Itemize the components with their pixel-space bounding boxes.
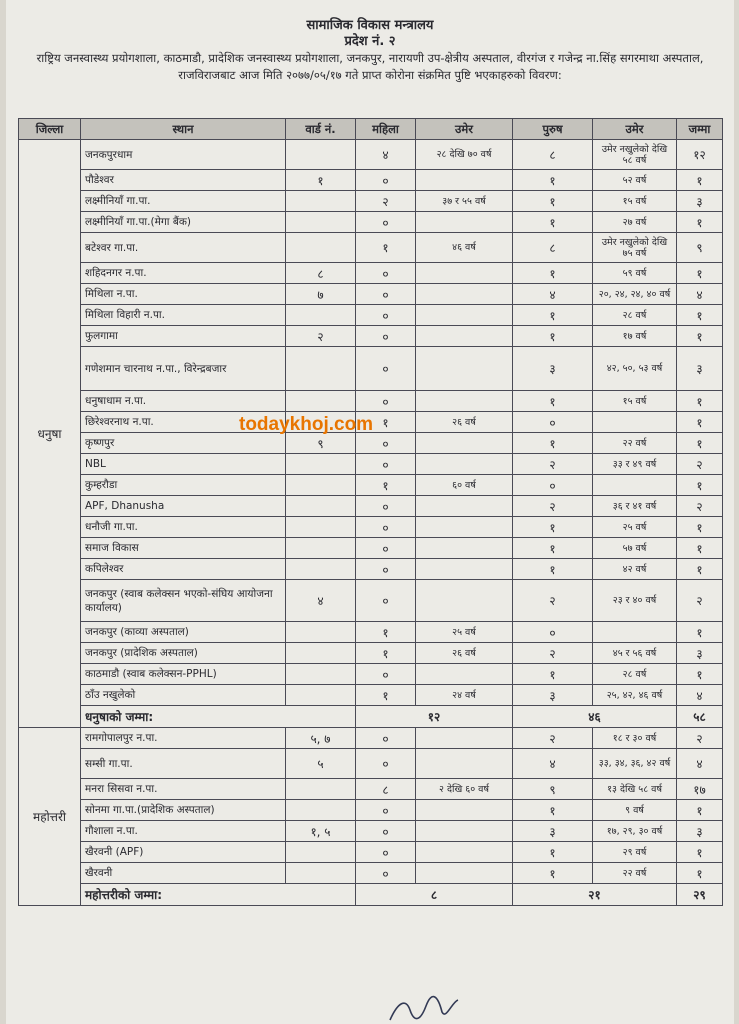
male-count-cell: २ [513, 454, 593, 475]
female-age-cell [416, 800, 513, 821]
female-count-cell: ८ [356, 779, 416, 800]
male-count-cell: १ [513, 170, 593, 191]
place-cell: शहिदनगर न.पा. [81, 263, 286, 284]
female-count-cell: १ [356, 643, 416, 664]
male-age-cell: २९ वर्ष [593, 842, 677, 863]
female-count-cell: ० [356, 347, 416, 391]
watermark-text: todaykhoj.com [239, 414, 374, 435]
male-age-cell: ५२ वर्ष [593, 170, 677, 191]
female-count-cell: ० [356, 212, 416, 233]
place-cell: कपिलेश्वर [81, 559, 286, 580]
ministry-title: सामाजिक विकास मन्त्रालय [306, 18, 434, 33]
male-age-cell [593, 622, 677, 643]
place-cell: लक्ष्मीनियाँ गा.पा.(मेगा बैंक) [81, 212, 286, 233]
total-cell: १ [677, 475, 723, 496]
total-cell: १ [677, 538, 723, 559]
total-cell: १ [677, 433, 723, 454]
place-cell: पौडेश्वर [81, 170, 286, 191]
col-district: जिल्ला [19, 119, 81, 140]
total-cell: ४ [677, 685, 723, 706]
total-cell: ४ [677, 749, 723, 779]
ward-cell: ७ [286, 284, 356, 305]
table-row [19, 685, 723, 706]
table-row [19, 284, 723, 305]
male-age-cell: २३ र ४० वर्ष [593, 580, 677, 622]
place-cell: खैरवनी [81, 863, 286, 884]
place-cell: मिथिला विहारी न.पा. [81, 305, 286, 326]
col-total: जम्मा [677, 119, 723, 140]
total-cell: ३ [677, 191, 723, 212]
table-row [19, 749, 723, 779]
table-row [19, 305, 723, 326]
table-row [19, 842, 723, 863]
total-cell: ३ [677, 643, 723, 664]
male-count-cell: १ [513, 191, 593, 212]
female-count-cell: ० [356, 263, 416, 284]
total-cell: १ [677, 559, 723, 580]
male-count-cell: ० [513, 622, 593, 643]
place-cell: गणेशमान चारनाथ न.पा., विरेन्द्रबजार [81, 347, 286, 391]
total-male-cell: ४६ [513, 706, 677, 728]
table-row [19, 863, 723, 884]
female-age-cell [416, 863, 513, 884]
place-cell: गौशाला न.पा. [81, 821, 286, 842]
ward-cell: १, ५ [286, 821, 356, 842]
female-age-cell [416, 559, 513, 580]
col-male: पुरुष [513, 119, 593, 140]
col-ward: वार्ड नं. [286, 119, 356, 140]
female-age-cell [416, 170, 513, 191]
female-age-cell: २५ वर्ष [416, 622, 513, 643]
col-place: स्थान [81, 119, 286, 140]
ward-cell [286, 140, 356, 170]
total-female-cell: १२ [356, 706, 513, 728]
district-total-row [19, 706, 723, 728]
table-body [19, 140, 723, 906]
female-count-cell: ० [356, 664, 416, 685]
ward-cell [286, 559, 356, 580]
male-count-cell: २ [513, 580, 593, 622]
place-cell: बटेश्वर गा.पा. [81, 233, 286, 263]
place-cell: फुलगामा [81, 326, 286, 347]
male-age-cell: १५ वर्ष [593, 191, 677, 212]
total-cell: २ [677, 580, 723, 622]
place-cell: कुम्हरौडा [81, 475, 286, 496]
total-cell: ९ [677, 233, 723, 263]
female-age-cell [416, 580, 513, 622]
table-row [19, 643, 723, 664]
total-female-cell: ८ [356, 884, 513, 906]
ward-cell [286, 538, 356, 559]
place-cell: छिरेश्वरनाथ न.पा. [81, 412, 286, 433]
ward-cell [286, 800, 356, 821]
female-age-cell [416, 664, 513, 685]
table-row [19, 517, 723, 538]
total-cell: २ [677, 496, 723, 517]
total-cell: ३ [677, 347, 723, 391]
female-age-cell [416, 326, 513, 347]
female-age-cell: ६० वर्ष [416, 475, 513, 496]
table-row [19, 559, 723, 580]
table-row [19, 779, 723, 800]
male-count-cell: ४ [513, 749, 593, 779]
place-cell: समाज विकास [81, 538, 286, 559]
male-count-cell: १ [513, 212, 593, 233]
female-age-cell [416, 538, 513, 559]
male-age-cell: १७ वर्ष [593, 326, 677, 347]
place-cell: लक्ष्मीनियाँ गा.पा. [81, 191, 286, 212]
female-age-cell [416, 496, 513, 517]
place-cell: धनुषाधाम न.पा. [81, 391, 286, 412]
place-cell: धनौजी गा.पा. [81, 517, 286, 538]
male-count-cell: ८ [513, 140, 593, 170]
male-count-cell: १ [513, 559, 593, 580]
male-count-cell: ३ [513, 685, 593, 706]
male-count-cell: १ [513, 664, 593, 685]
col-male-age: उमेर [593, 119, 677, 140]
table-row [19, 580, 723, 622]
ward-cell [286, 517, 356, 538]
ward-cell [286, 212, 356, 233]
table-row [19, 347, 723, 391]
female-count-cell: १ [356, 685, 416, 706]
ward-cell: ९ [286, 433, 356, 454]
male-age-cell: ३६ र ४१ वर्ष [593, 496, 677, 517]
place-cell: काठमाडौ (स्वाब कलेक्सन-PPHL) [81, 664, 286, 685]
female-count-cell: ० [356, 433, 416, 454]
total-cell: १ [677, 212, 723, 233]
female-age-cell [416, 284, 513, 305]
male-age-cell: ३३, ३४, ३६, ४२ वर्ष [593, 749, 677, 779]
ward-cell [286, 475, 356, 496]
table-row [19, 233, 723, 263]
total-cell: १ [677, 412, 723, 433]
total-label-cell: महोत्तरीको जम्मा: [81, 884, 356, 906]
male-age-cell [593, 475, 677, 496]
male-age-cell: उमेर नखुलेको देखि ५८ वर्ष [593, 140, 677, 170]
table-row [19, 496, 723, 517]
female-count-cell: १ [356, 412, 416, 433]
place-cell: NBL [81, 454, 286, 475]
female-count-cell: ० [356, 170, 416, 191]
female-age-cell: २८ देखि ७० वर्ष [416, 140, 513, 170]
place-cell: मनरा सिसवा न.पा. [81, 779, 286, 800]
female-count-cell: ० [356, 749, 416, 779]
male-age-cell: २८ वर्ष [593, 664, 677, 685]
male-age-cell: १३ देखि ५८ वर्ष [593, 779, 677, 800]
female-count-cell: १ [356, 233, 416, 263]
ward-cell: ४ [286, 580, 356, 622]
male-age-cell: २२ वर्ष [593, 433, 677, 454]
total-cell: १ [677, 326, 723, 347]
male-count-cell: १ [513, 538, 593, 559]
total-cell: १ [677, 622, 723, 643]
male-age-cell: ३३ र ४९ वर्ष [593, 454, 677, 475]
district-cell: धनुषा [19, 140, 81, 728]
male-age-cell: २५, ४२, ४६ वर्ष [593, 685, 677, 706]
table-row [19, 538, 723, 559]
total-cell: १ [677, 842, 723, 863]
male-count-cell: १ [513, 305, 593, 326]
report-description: राष्ट्रिय जनस्वास्थ्य प्रयोगशाला, काठमाडौ, प्रादेशिक जनस्वास्थ्य प्रयोगशाला, जनकपुर, नारायणी उप-क्षेत्रीय अस्पताल, वीरगंज र गजेन्द्र ना.सिंह सगरमाथा अस्पताल, राजविराजबाट आज मिति २०७७/०५/१७ गते प्राप्त कोरोना संक्रमित पुष्टि भएकाहरुको विवरण: [36, 51, 704, 82]
table-row [19, 800, 723, 821]
ward-cell [286, 233, 356, 263]
female-count-cell: ० [356, 821, 416, 842]
female-count-cell: १ [356, 622, 416, 643]
ward-cell [286, 347, 356, 391]
male-count-cell: ३ [513, 821, 593, 842]
place-cell: सोनमा गा.पा.(प्रादेशिक अस्पताल) [81, 800, 286, 821]
female-count-cell: ० [356, 863, 416, 884]
place-cell: रामगोपालपुर न.पा. [81, 728, 286, 749]
place-cell: जनकपुर (काव्या अस्पताल) [81, 622, 286, 643]
place-cell: APF, Dhanusha [81, 496, 286, 517]
male-count-cell: ० [513, 475, 593, 496]
female-age-cell: २६ वर्ष [416, 643, 513, 664]
ward-cell: ५, ७ [286, 728, 356, 749]
male-age-cell: २७ वर्ष [593, 212, 677, 233]
total-cell: १ [677, 263, 723, 284]
female-age-cell [416, 517, 513, 538]
female-age-cell: २४ वर्ष [416, 685, 513, 706]
male-age-cell: ४२ वर्ष [593, 559, 677, 580]
ward-cell [286, 779, 356, 800]
female-age-cell [416, 347, 513, 391]
male-count-cell: १ [513, 433, 593, 454]
female-age-cell [416, 842, 513, 863]
total-cell: १ [677, 391, 723, 412]
female-age-cell [416, 263, 513, 284]
male-age-cell: ५७ वर्ष [593, 538, 677, 559]
ward-cell [286, 305, 356, 326]
male-count-cell: १ [513, 863, 593, 884]
female-count-cell: ० [356, 580, 416, 622]
male-count-cell: १ [513, 842, 593, 863]
ward-cell [286, 191, 356, 212]
total-cell: ३ [677, 821, 723, 842]
male-age-cell: १५ वर्ष [593, 391, 677, 412]
female-count-cell: ० [356, 496, 416, 517]
total-sum-cell: ५८ [677, 706, 723, 728]
ward-cell [286, 496, 356, 517]
ward-cell [286, 664, 356, 685]
total-sum-cell: २९ [677, 884, 723, 906]
place-cell: जनकपुर (प्रादेशिक अस्पताल) [81, 643, 286, 664]
female-age-cell: ३७ र ५५ वर्ष [416, 191, 513, 212]
female-count-cell: ० [356, 559, 416, 580]
female-count-cell: ० [356, 842, 416, 863]
female-age-cell: ४६ वर्ष [416, 233, 513, 263]
total-cell: १७ [677, 779, 723, 800]
table-row [19, 821, 723, 842]
female-age-cell [416, 391, 513, 412]
place-cell: कृष्णपुर [81, 433, 286, 454]
male-count-cell: ४ [513, 284, 593, 305]
male-count-cell: ३ [513, 347, 593, 391]
male-age-cell [593, 412, 677, 433]
female-age-cell [416, 728, 513, 749]
female-count-cell: ० [356, 305, 416, 326]
male-age-cell: ४२, ५०, ५३ वर्ष [593, 347, 677, 391]
female-age-cell [416, 433, 513, 454]
table-row [19, 326, 723, 347]
total-cell: १ [677, 170, 723, 191]
female-count-cell: ० [356, 284, 416, 305]
female-count-cell: ० [356, 391, 416, 412]
male-count-cell: ९ [513, 779, 593, 800]
male-count-cell: १ [513, 517, 593, 538]
female-count-cell: ० [356, 538, 416, 559]
place-cell: सम्सी गा.पा. [81, 749, 286, 779]
col-female: महिला [356, 119, 416, 140]
female-age-cell [416, 212, 513, 233]
ward-cell [286, 622, 356, 643]
table-header-row [19, 119, 723, 140]
signature-mark [386, 992, 476, 1024]
male-age-cell: २५ वर्ष [593, 517, 677, 538]
total-label-cell: धनुषाको जम्मा: [81, 706, 356, 728]
male-count-cell: १ [513, 391, 593, 412]
table-row [19, 454, 723, 475]
female-age-cell [416, 821, 513, 842]
total-cell: १ [677, 800, 723, 821]
male-age-cell: २०, २४, २४, ४० वर्ष [593, 284, 677, 305]
col-female-age: उमेर [416, 119, 513, 140]
total-cell: १ [677, 863, 723, 884]
ward-cell [286, 391, 356, 412]
male-count-cell: ० [513, 412, 593, 433]
table-row [19, 475, 723, 496]
female-count-cell: १ [356, 475, 416, 496]
male-count-cell: १ [513, 263, 593, 284]
female-count-cell: ० [356, 800, 416, 821]
ward-cell [286, 643, 356, 664]
female-age-cell [416, 305, 513, 326]
table-row [19, 140, 723, 170]
table-row [19, 170, 723, 191]
total-cell: १ [677, 517, 723, 538]
place-cell: मिथिला न.पा. [81, 284, 286, 305]
table-row [19, 664, 723, 685]
female-age-cell [416, 454, 513, 475]
male-count-cell: २ [513, 496, 593, 517]
total-cell: २ [677, 454, 723, 475]
male-age-cell: ५९ वर्ष [593, 263, 677, 284]
total-cell: ४ [677, 284, 723, 305]
male-age-cell: उमेर नखुलेको देखि ७५ वर्ष [593, 233, 677, 263]
ward-cell [286, 454, 356, 475]
document-header [6, 0, 734, 84]
female-count-cell: २ [356, 191, 416, 212]
male-count-cell: २ [513, 643, 593, 664]
total-cell: १२ [677, 140, 723, 170]
male-age-cell: ९ वर्ष [593, 800, 677, 821]
total-cell: १ [677, 305, 723, 326]
total-male-cell: २१ [513, 884, 677, 906]
male-age-cell: ४५ र ५६ वर्ष [593, 643, 677, 664]
place-cell: खैरवनी (APF) [81, 842, 286, 863]
document-page [6, 0, 734, 1024]
female-count-cell: ० [356, 517, 416, 538]
total-cell: १ [677, 664, 723, 685]
ward-cell [286, 685, 356, 706]
place-cell: जनकपुर (स्वाब कलेक्सन भएको-संघिय आयोजना कार्यालय) [81, 580, 286, 622]
province-title: प्रदेश नं. २ [344, 34, 396, 49]
table-row [19, 212, 723, 233]
table-row [19, 622, 723, 643]
female-age-cell: २ देखि ६० वर्ष [416, 779, 513, 800]
female-age-cell [416, 749, 513, 779]
total-cell: २ [677, 728, 723, 749]
ward-cell: १ [286, 170, 356, 191]
female-count-cell: ० [356, 326, 416, 347]
ward-cell: २ [286, 326, 356, 347]
ward-cell [286, 863, 356, 884]
table-row [19, 191, 723, 212]
male-age-cell: २२ वर्ष [593, 863, 677, 884]
male-age-cell: २८ वर्ष [593, 305, 677, 326]
place-cell: ठाँउ नखुलेको [81, 685, 286, 706]
female-count-cell: ० [356, 728, 416, 749]
female-count-cell: ० [356, 454, 416, 475]
district-cell: महोत्तरी [19, 728, 81, 906]
table-row [19, 263, 723, 284]
ward-cell: ५ [286, 749, 356, 779]
male-count-cell: २ [513, 728, 593, 749]
table-row [19, 391, 723, 412]
male-age-cell: १७, २९, ३० वर्ष [593, 821, 677, 842]
place-cell: जनकपुरधाम [81, 140, 286, 170]
male-age-cell: १८ र ३० वर्ष [593, 728, 677, 749]
covid-cases-table [18, 118, 723, 906]
male-count-cell: १ [513, 326, 593, 347]
ward-cell: ८ [286, 263, 356, 284]
ward-cell [286, 842, 356, 863]
male-count-cell: ८ [513, 233, 593, 263]
female-count-cell: ४ [356, 140, 416, 170]
district-total-row [19, 884, 723, 906]
male-count-cell: १ [513, 800, 593, 821]
table-row [19, 728, 723, 749]
female-age-cell: २६ वर्ष [416, 412, 513, 433]
